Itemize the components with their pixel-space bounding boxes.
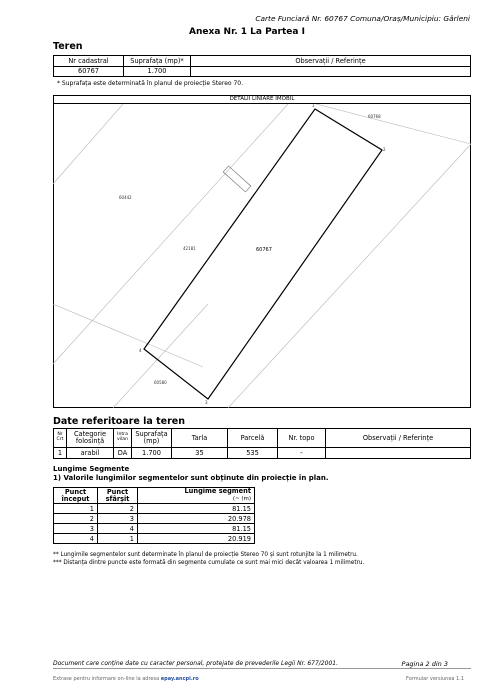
- col-tarla: Tarla: [172, 429, 228, 448]
- neighbor-label: 60580: [154, 380, 167, 385]
- date-referitoare-title: Date referitoare la teren: [53, 416, 185, 427]
- cell-end: 2: [98, 504, 138, 514]
- date-referitoare-table: [53, 428, 471, 459]
- table-header-row: [54, 488, 255, 504]
- document-note: Document care conține date cu caracter personal, protejate de prevederile Legii Nr. 677/2001.: [53, 660, 338, 667]
- cell-nr-cadastral: 60767: [54, 66, 124, 77]
- cell-length: 81.15: [138, 504, 255, 514]
- parcel-map: [53, 104, 471, 408]
- col-parcela: Parcelă: [228, 429, 278, 448]
- cell-tarla: 35: [172, 448, 228, 459]
- neighbor-boundary-line: [53, 304, 203, 367]
- annex-title: Anexa Nr. 1 La Partea I: [189, 27, 305, 37]
- lungime-note-2: *** Distanța dintre puncte este formată din segmente cumulate ce sunt mai mici decât valoarea 1 milimetru.: [53, 560, 365, 566]
- cell-length: 81.15: [138, 524, 255, 534]
- building-outline: [223, 166, 251, 192]
- lungime-title: Lungime Segmente: [53, 465, 130, 473]
- cell-suprafata: 1.700: [124, 66, 191, 77]
- cell-start: 1: [54, 504, 98, 514]
- teren-table: [53, 55, 471, 77]
- parcel-boundary: [144, 109, 382, 399]
- table-header-row: [54, 56, 471, 67]
- cell-suprafata: 1.700: [132, 448, 172, 459]
- cell-categorie: arabil: [67, 448, 114, 459]
- cell-nr-crt: 1: [54, 448, 67, 459]
- neighbor-label: 42181: [183, 246, 196, 251]
- cell-length: 20.919: [138, 534, 255, 544]
- col-punct-inceput: Punct început: [54, 488, 98, 504]
- vertex-label-1: 1: [312, 104, 315, 108]
- vertex-label-2: 2: [383, 147, 386, 152]
- col-intravilan: Intra vilan: [114, 429, 132, 448]
- page-number: Pagina 2 din 3: [401, 660, 448, 668]
- neighbor-label: 60442: [119, 195, 132, 200]
- col-observatii: Observații / Referințe: [191, 56, 471, 67]
- parcel-label: 60767: [256, 247, 272, 253]
- vertex-label-4: 4: [139, 348, 142, 353]
- teren-title: Teren: [53, 41, 83, 52]
- epay-link[interactable]: epay.ancpi.ro: [160, 676, 199, 682]
- col-observatii: Observații / Referințe: [326, 429, 471, 448]
- col-categorie: Categorie folosință: [67, 429, 114, 448]
- extract-info: Extrase pentru informare on-line la adresa epay.ancpi.ro: [53, 676, 199, 682]
- cell-start: 3: [54, 524, 98, 534]
- col-nr-topo: Nr. topo: [278, 429, 326, 448]
- col-nr-crt: Nr Crt: [54, 429, 67, 448]
- cell-start: 2: [54, 514, 98, 524]
- cell-nr-topo: -: [278, 448, 326, 459]
- col-lungime: Lungime segment (~ (m): [138, 488, 255, 504]
- cell-observatii: [191, 66, 471, 77]
- cell-length: 20.978: [138, 514, 255, 524]
- cell-end: 1: [98, 534, 138, 544]
- table-row: [54, 448, 471, 459]
- neighbor-boundary-line: [53, 104, 288, 364]
- table-row: [54, 524, 255, 534]
- teren-note: * Suprafața este determinată în planul de proiecție Stereo 70.: [57, 80, 244, 87]
- cell-end: 4: [98, 524, 138, 534]
- vertex-label-3: 3: [205, 400, 208, 405]
- cell-observatii: [326, 448, 471, 459]
- table-row: [54, 504, 255, 514]
- cell-start: 4: [54, 534, 98, 544]
- map-title: DETALII LINIARE IMOBIL: [53, 95, 471, 104]
- table-row: [54, 534, 255, 544]
- carte-funciara-header: Carte Funciară Nr. 60767 Comuna/Oraș/Municipiu: Gârleni: [255, 14, 470, 23]
- col-nr-cadastral: Nr cadastral: [54, 56, 124, 67]
- table-row: [54, 66, 471, 77]
- neighbor-boundary-line: [113, 304, 208, 408]
- lungime-note-1: ** Lungimile segmentelor sunt determinate în planul de proiecție Stereo 70 și sunt rotunjite la 1 milimetru.: [53, 552, 358, 558]
- cell-intravilan: DA: [114, 448, 132, 459]
- cell-end: 3: [98, 514, 138, 524]
- table-row: [54, 514, 255, 524]
- neighbor-boundary-line: [53, 104, 123, 184]
- table-header-row: [54, 429, 471, 448]
- neighbor-label: 60768: [368, 114, 381, 119]
- lungime-subtitle: 1) Valorile lungimilor segmentelor sunt obținute din proiecție în plan.: [53, 474, 329, 482]
- col-suprafata-mp: Suprafața (mp): [132, 429, 172, 448]
- footer-divider: [53, 668, 471, 669]
- lungime-table: [53, 487, 255, 544]
- form-version: Formular versiunea 1.1: [406, 676, 464, 682]
- cell-parcela: 535: [228, 448, 278, 459]
- col-punct-sfarsit: Punct sfârșit: [98, 488, 138, 504]
- col-suprafata: Suprafața (mp)*: [124, 56, 191, 67]
- neighbor-boundary-line: [228, 144, 471, 408]
